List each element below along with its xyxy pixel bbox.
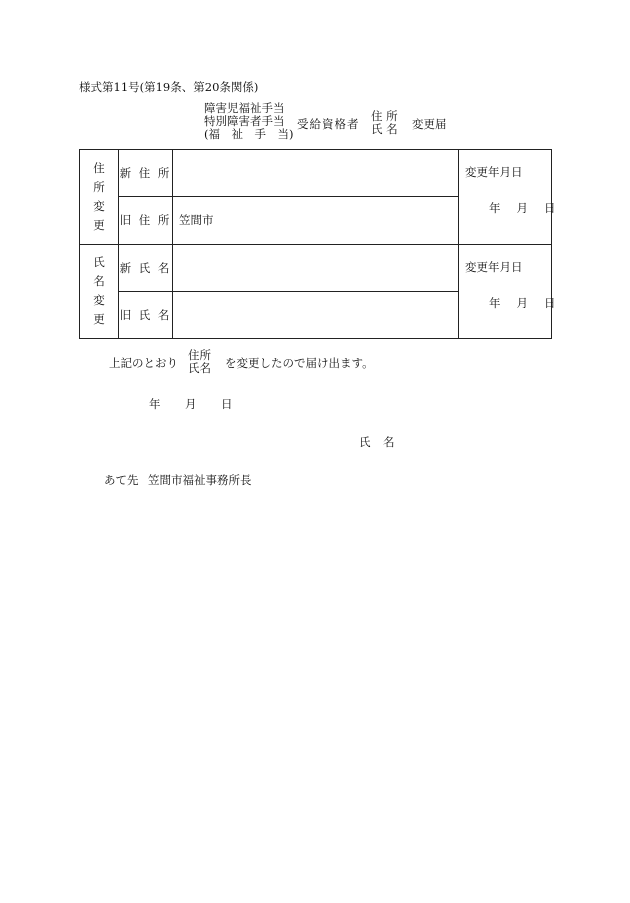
statement-item-address: 住所 <box>188 348 211 362</box>
statement-prefix: 上記のとおり <box>109 356 178 370</box>
address-change-section-label: 住 所 変 更 <box>80 150 119 245</box>
change-date-ymd: 年 月 日 <box>489 295 556 310</box>
allowance-type: 特別障害者手当 <box>204 114 285 128</box>
old-name-field[interactable] <box>173 291 459 338</box>
statement-suffix: を変更したので届け出ます。 <box>225 356 374 370</box>
change-item-address: 住 所 <box>371 109 398 123</box>
change-item-name: 氏 名 <box>371 122 398 136</box>
new-name-label: 新 氏 名 <box>119 244 173 291</box>
new-name-field[interactable] <box>173 244 459 291</box>
new-address-field[interactable] <box>173 150 459 197</box>
change-date-label: 変更年月日 <box>465 259 523 274</box>
change-table <box>79 149 556 339</box>
new-address-label: 新 住 所 <box>119 150 173 197</box>
name-change-section-label: 氏 名 変 更 <box>80 244 119 339</box>
submission-year: 年 <box>149 397 161 411</box>
form-number: 様式第11号(第19条、第20条関係) <box>79 80 259 94</box>
statement-item-name: 氏名 <box>188 361 211 375</box>
change-date-label: 変更年月日 <box>465 165 523 179</box>
old-address-label: 旧 住 所 <box>119 197 173 244</box>
addressee-prefix: あて先 <box>104 473 139 487</box>
name-change-date-cell[interactable] <box>459 244 556 339</box>
signature-shi: 氏 <box>359 435 371 449</box>
table-row <box>80 244 552 291</box>
submission-day: 日 <box>221 397 233 411</box>
recipient-label: 受給資格者 <box>297 117 360 131</box>
notice-title: 変更届 <box>412 117 447 131</box>
signature-mei: 名 <box>383 435 395 449</box>
change-date-ymd: 年 月 日 <box>489 201 556 215</box>
old-name-label: 旧 氏 名 <box>119 291 173 338</box>
address-change-date-cell[interactable] <box>459 150 556 245</box>
submission-month: 月 <box>185 397 197 411</box>
allowance-type: (福 祉 手 当) <box>204 127 294 141</box>
table-row <box>80 150 552 197</box>
allowance-types <box>204 102 293 141</box>
old-address-field[interactable]: 笠間市 <box>173 197 459 244</box>
addressee-name: 笠間市福祉事務所長 <box>148 473 252 487</box>
allowance-type: 障害児福祉手当 <box>204 101 285 115</box>
statement-items <box>188 349 211 375</box>
change-items <box>371 110 398 136</box>
